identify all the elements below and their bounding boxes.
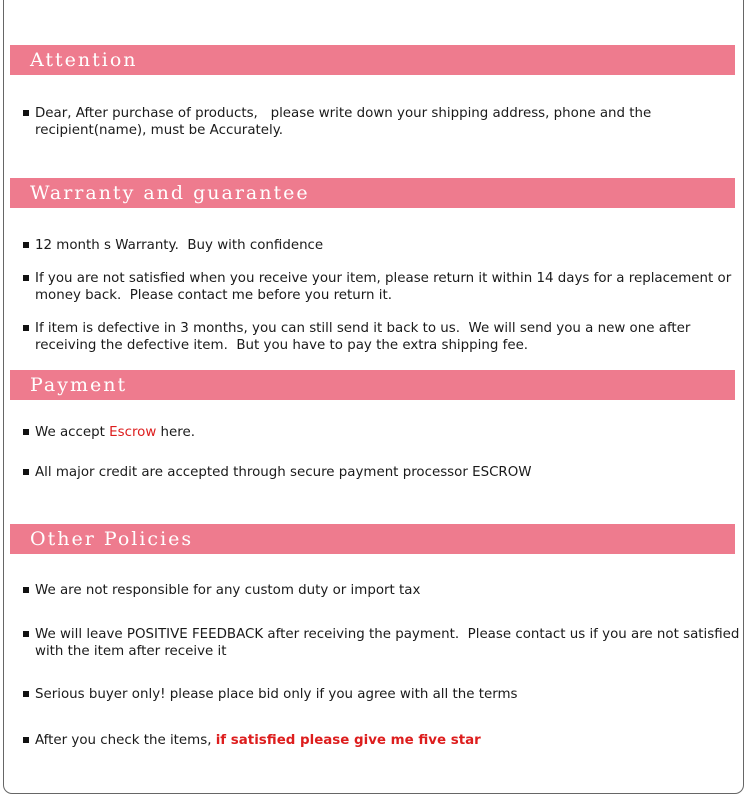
section-header-attention: [10, 45, 735, 75]
five-star-highlight: if satisfied please give me five star: [215, 733, 481, 748]
payment-item-credit: All major credit are accepted through secure payment processor ESCROW: [35, 464, 740, 481]
payment-item-escrow: [35, 424, 740, 441]
section-title-payment: Payment: [30, 374, 128, 396]
payment-accept-suffix: here.: [156, 425, 195, 440]
section-title-attention: Attention: [30, 49, 138, 71]
section-header-payment: [10, 370, 735, 400]
five-star-prefix: After you check the items,: [35, 733, 216, 748]
section-header-other-policies: [10, 524, 735, 554]
policy-item-customs: We are not responsible for any custom duty or import tax: [35, 582, 740, 599]
payment-accept-prefix: We accept: [35, 425, 110, 440]
policy-item-serious-buyer: Serious buyer only! please place bid only if you agree with all the terms: [35, 686, 740, 703]
policy-item-feedback: We will leave POSITIVE FEEDBACK after receiving the payment. Please contact us if you are not satisfied with the item after receive it: [35, 627, 740, 659]
section-header-warranty: [10, 178, 735, 208]
escrow-highlight: Escrow: [109, 425, 157, 440]
section-title-other-policies: Other Policies: [30, 528, 194, 550]
warranty-item-duration: 12 month s Warranty. Buy with confidence: [35, 237, 740, 254]
policy-item-five-star: [35, 732, 740, 749]
attention-item-shipping: Dear, After purchase of products, please write down your shipping address, phone and the recipient(name), must be Accurately.: [35, 105, 740, 139]
warranty-item-return: If you are not satisfied when you receive your item, please return it within 14 days for a replacement or money back. Please contact me before you return it.: [35, 270, 740, 304]
warranty-item-defective: If item is defective in 3 months, you can still send it back to us. We will send you a new one after receiving the defective item. But you have to pay the extra shipping fee.: [35, 320, 740, 354]
section-title-warranty: Warranty and guarantee: [30, 182, 310, 204]
